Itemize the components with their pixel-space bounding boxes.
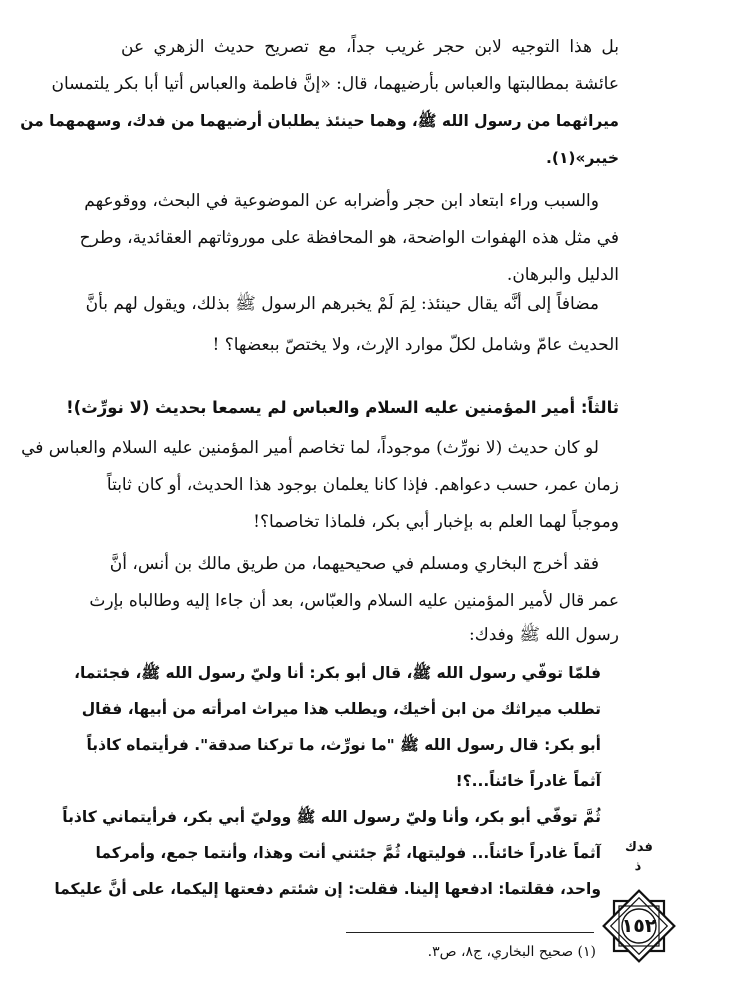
quote-line: أبو بكر: قال رسول الله ﷺ "ما نورِّث، ما تركنا صدقة". فرأيتماه كاذباً (86, 736, 601, 754)
text-line: والسبب وراء ابتعاد ابن حجر وأضرابه عن الموضوعية في البحث، ووقوعهم (84, 191, 599, 211)
text-line: عمر قال لأمير المؤمنين عليه السلام والعبّاس، بعد أن جاءا إليه وطالباه بإرث (89, 591, 619, 611)
section-heading: ثالثاً: أمير المؤمنين عليه السلام والعباس لم يسمعا بحديث (لا نورِّث)! (66, 398, 619, 417)
quote-line: آثماً غادراً خائناً... فوليتها، ثُمَّ جئتني أنت وهذا، وأنتما جمع، وأمركما (95, 844, 601, 862)
text-line: الدليل والبرهان. (506, 265, 619, 285)
quote-line: آثماً غادراً خائناً...؟! (455, 772, 601, 790)
text-line: عائشة بمطالبتها والعباس بأرضيهما، قال: «إنَّ فاطمة والعباس أتيا أبا بكر يلتمسان (51, 74, 619, 94)
text-line: في مثل هذه الهفوات الواضحة، هو المحافظة على موروثاتهم العقائدية، وطرح (79, 228, 619, 248)
text-line: بل هذا التوجيه لابن حجر غريب جداً، مع تصريح حديث الزهري عن (121, 37, 619, 57)
text-line: خيبر»(١). (545, 149, 619, 167)
running-head-top: فدك (625, 840, 653, 855)
page-number: ١٥٢ (621, 915, 657, 937)
text-line: فقد أخرج البخاري ومسلم في صحيحيهما، من طريق مالك بن أنس، أنَّ (109, 554, 599, 574)
footnote: (١) صحيح البخاري، ج٨، ص٣. (427, 944, 596, 960)
quote-line: ثُمَّ توفّي أبو بكر، وأنا وليّ رسول الله ﷺ ووليّ أبي بكر، فرأيتماني كاذباً (62, 808, 601, 826)
footnote-divider (346, 932, 594, 933)
quote-line: واحد، فقلتما: ادفعها إلينا. فقلت: إن شئتم دفعتها إليكما، على أنَّ عليكما (54, 880, 601, 898)
running-head-bottom: ذ (634, 859, 642, 874)
text-line: زمان عمر، حسب دعواهم. فإذا كانا يعلمان بوجود هذا الحديث، أو كان ثابتاً (106, 475, 619, 495)
text-line: ميراثهما من رسول الله ﷺ، وهما حينئذ يطلبان أرضيهما من فدك، وسهمهما من (20, 112, 619, 130)
running-head (625, 838, 651, 876)
text-line: وموجباً لهما العلم به بإخبار أبي بكر، فلماذا تخاصما؟! (253, 512, 619, 532)
text-line: لو كان حديث (لا نورِّث) موجوداً، لما تخاصم أمير المؤمنين عليه السلام والعباس في (21, 438, 599, 458)
text-line: رسول الله ﷺ وفدك: (469, 625, 619, 645)
text-line: الحديث عامّ وشامل لكلّ موارد الإرث، ولا يختصّ ببعضها؟ ! (212, 335, 619, 355)
quote-line: تطلب ميراثك من ابن أخيك، ويطلب هذا ميراث امرأته من أبيها، فقال (81, 700, 601, 718)
quote-line: فلمّا توفّي رسول الله ﷺ، قال أبو بكر: أنا وليّ رسول الله ﷺ، فجئتما، (74, 664, 601, 682)
text-line: مضافاً إلى أنَّه يقال حينئذ: لِمَ لَمْ يخبرهم الرسول ﷺ بذلك، ويقول لهم بأنَّ (85, 294, 599, 314)
